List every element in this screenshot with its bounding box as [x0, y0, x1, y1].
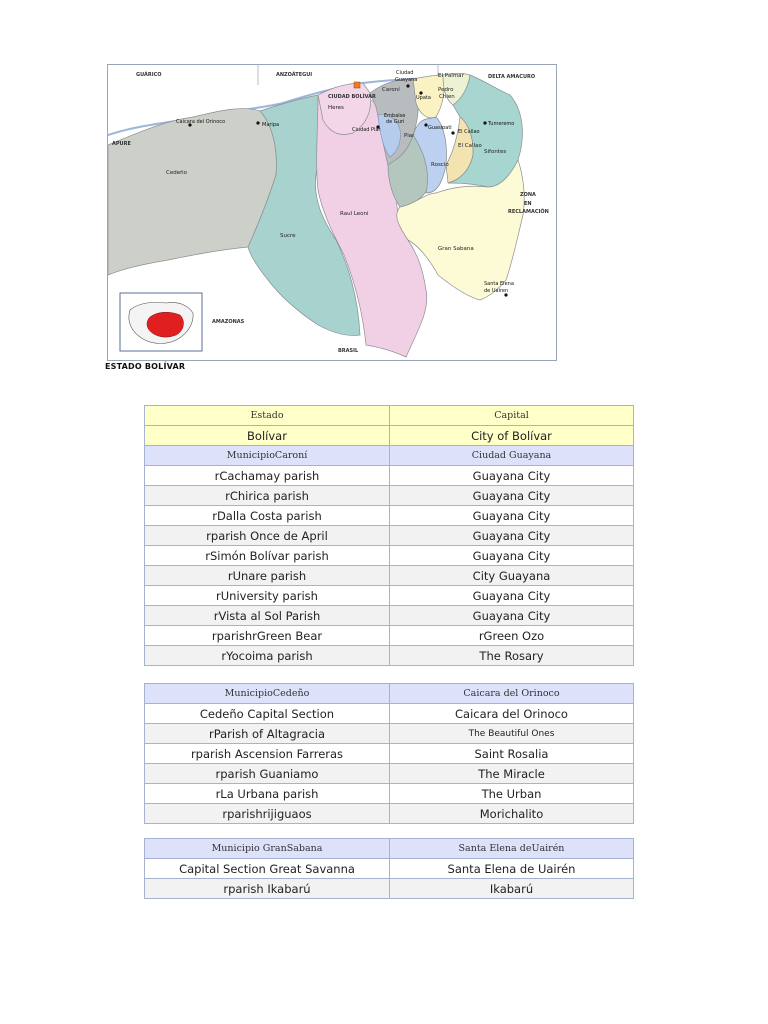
parish-name: rparish Ascension Farreras — [145, 744, 390, 764]
parish-name: rYocoima parish — [145, 646, 390, 666]
label-raul-leoni: Raul Leoni — [340, 211, 369, 217]
label-piar: Piar — [404, 133, 415, 139]
municipality-row — [145, 839, 634, 859]
parish-capital: The Rosary — [390, 646, 634, 666]
municipality-capital: Caicara del Orinoco — [390, 684, 634, 704]
parish-name: rSimón Bolívar parish — [145, 546, 390, 566]
caroni-table — [144, 405, 634, 666]
parish-name: rparish Ikabarú — [145, 879, 390, 899]
label-tumeremo: Tumeremo — [488, 121, 515, 127]
parish-name: Capital Section Great Savanna — [145, 859, 390, 879]
city-dot — [451, 131, 454, 134]
label-caroni: Caroní — [382, 87, 400, 93]
inset-bolivar — [147, 312, 183, 337]
city-dot — [406, 84, 409, 87]
gran-sabana-table — [144, 838, 634, 899]
municipality-capital: Santa Elena deUairén — [390, 839, 634, 859]
table-row — [145, 724, 634, 744]
label-guayana: Guayana — [395, 77, 418, 83]
parish-capital: The Urban — [390, 784, 634, 804]
table-row — [145, 704, 634, 724]
municipality-name: MunicipioCaroní — [145, 446, 390, 466]
parish-name: rChirica parish — [145, 486, 390, 506]
label-pedro: Pedro — [438, 87, 454, 93]
header-capital: Capital — [390, 406, 634, 426]
parish-name: rUnare parish — [145, 566, 390, 586]
parish-name: Cedeño Capital Section — [145, 704, 390, 724]
label-zona-1: ZONA — [520, 192, 536, 198]
state-capital: City of Bolívar — [390, 426, 634, 446]
parish-capital: Caicara del Orinoco — [390, 704, 634, 724]
parish-capital: Guayana City — [390, 526, 634, 546]
municipality-row — [145, 446, 634, 466]
label-delta-amacuro: DELTA AMACURO — [488, 74, 536, 80]
bolivar-state-map — [107, 64, 557, 361]
cedeno-table — [144, 683, 634, 824]
municipality-name: Municipio GranSabana — [145, 839, 390, 859]
label-santa-elena: Santa Elena — [484, 281, 514, 287]
parish-name: rCachamay parish — [145, 466, 390, 486]
table-row — [145, 466, 634, 486]
label-ciudad-piar: Ciudad Piar — [352, 127, 381, 133]
parish-name: rparish Guaniamo — [145, 764, 390, 784]
capital-marker — [354, 82, 360, 88]
table-row — [145, 606, 634, 626]
table-row — [145, 744, 634, 764]
state-name: Bolívar — [145, 426, 390, 446]
parish-capital: The Miracle — [390, 764, 634, 784]
parish-name: rDalla Costa parish — [145, 506, 390, 526]
table-row — [145, 526, 634, 546]
table-row — [145, 506, 634, 526]
parish-name: rVista al Sol Parish — [145, 606, 390, 626]
parish-capital: Guayana City — [390, 546, 634, 566]
parish-capital: The Beautiful Ones — [390, 724, 634, 744]
inset-locator-map — [120, 293, 202, 351]
table-row — [145, 626, 634, 646]
table-row — [145, 646, 634, 666]
label-sucre: Sucre — [280, 233, 296, 239]
table-row — [145, 784, 634, 804]
label-caicara: Caicara del Orinoco — [176, 119, 226, 125]
parish-capital: rGreen Ozo — [390, 626, 634, 646]
state-row — [145, 426, 634, 446]
parish-name: rparishrijiguaos — [145, 804, 390, 824]
parish-name: rparishrGreen Bear — [145, 626, 390, 646]
municipality-capital: Ciudad Guayana — [390, 446, 634, 466]
label-amazonas: AMAZONAS — [212, 319, 245, 325]
label-sifontes: Sifontes — [484, 149, 507, 155]
table-row — [145, 586, 634, 606]
label-anzoategui: ANZOÁTEGUI — [276, 72, 313, 78]
table-row — [145, 804, 634, 824]
label-gran-sabana: Gran Sabana — [438, 246, 474, 252]
header-estado: Estado — [145, 406, 390, 426]
table-row — [145, 879, 634, 899]
label-apure: APURE — [112, 141, 131, 147]
label-chien: Chien — [439, 94, 455, 100]
label-el-callao-city: El Callao — [458, 129, 480, 135]
label-roscio: Roscio — [431, 162, 449, 168]
label-heres: Heres — [328, 105, 344, 111]
city-dot — [483, 121, 486, 124]
parish-name: rparish Once de April — [145, 526, 390, 546]
label-ciudad-bolivar: CIUDAD BOLÍVAR — [328, 94, 376, 100]
label-maripa: Maripa — [262, 122, 280, 128]
table-row — [145, 546, 634, 566]
label-guarico: GUÁRICO — [136, 72, 162, 78]
label-zona-2: EN — [524, 201, 532, 207]
parish-capital: Guayana City — [390, 486, 634, 506]
parish-capital: Santa Elena de Uairén — [390, 859, 634, 879]
parish-name: rLa Urbana parish — [145, 784, 390, 804]
city-dot — [256, 121, 259, 124]
parish-capital: City Guayana — [390, 566, 634, 586]
label-zona-3: RECLAMACIÓN — [508, 209, 549, 215]
label-embalse: Embalse — [384, 113, 406, 119]
label-el-palmar: El Palmar — [438, 73, 464, 79]
parish-capital: Guayana City — [390, 466, 634, 486]
municipality-row — [145, 684, 634, 704]
table-row — [145, 566, 634, 586]
parish-capital: Morichalito — [390, 804, 634, 824]
parish-capital: Guayana City — [390, 586, 634, 606]
label-upata: Upata — [416, 95, 431, 101]
label-guasipati: Guasipati — [428, 125, 452, 131]
table-row — [145, 859, 634, 879]
table-row — [145, 486, 634, 506]
label-de-uairen: de Uairen — [484, 288, 509, 294]
parish-name: rUniversity parish — [145, 586, 390, 606]
table-row — [145, 764, 634, 784]
label-de-guri: de Guri — [386, 119, 405, 125]
label-ciudad: Ciudad — [396, 70, 414, 76]
label-brasil: BRASIL — [338, 348, 359, 354]
table-header-row — [145, 406, 634, 426]
parish-capital: Guayana City — [390, 506, 634, 526]
parish-capital: Ikabarú — [390, 879, 634, 899]
parish-capital: Guayana City — [390, 606, 634, 626]
label-cedeno: Cedeño — [166, 170, 187, 176]
map-svg — [108, 65, 556, 360]
parish-capital: Saint Rosalia — [390, 744, 634, 764]
municipality-name: MunicipioCedeño — [145, 684, 390, 704]
map-caption: ESTADO BOLÍVAR — [105, 362, 186, 371]
parish-name: rParish of Altagracia — [145, 724, 390, 744]
label-el-callao: El Callao — [458, 143, 482, 149]
